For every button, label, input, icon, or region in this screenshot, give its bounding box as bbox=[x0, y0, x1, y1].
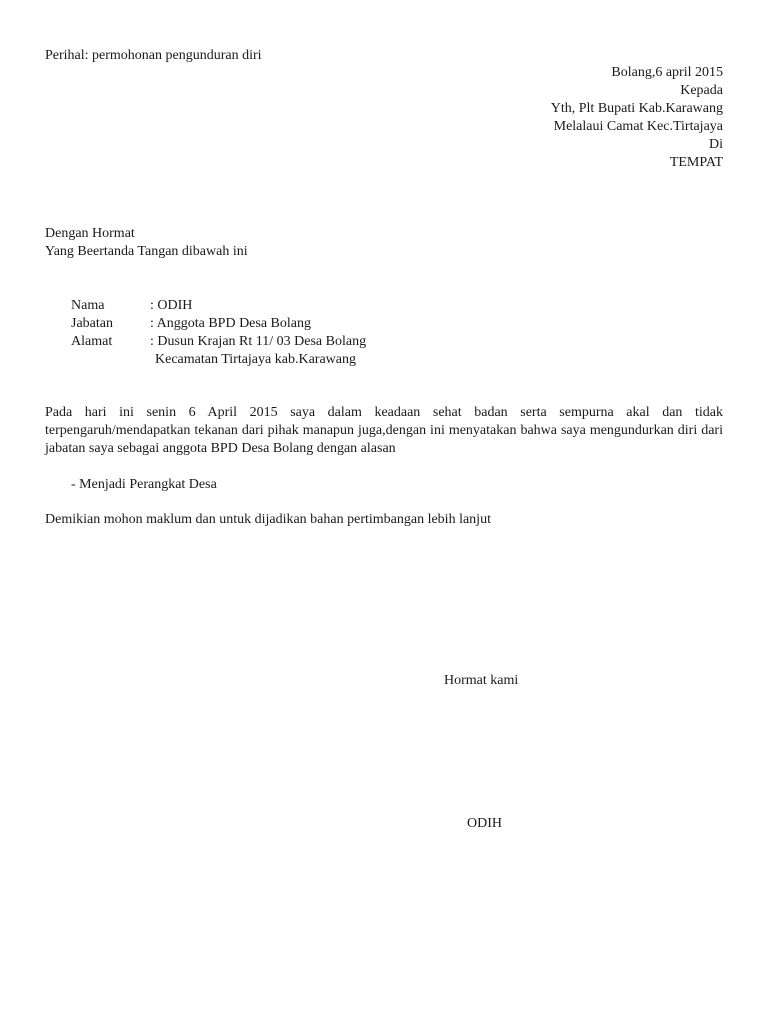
recipient-line-1: Yth, Plt Bupati Kab.Karawang bbox=[550, 101, 723, 116]
alamat-value-line-2: Kecamatan Tirtajaya kab.Karawang bbox=[155, 352, 356, 367]
recipient-line-4: TEMPAT bbox=[669, 155, 723, 170]
recipient-kepada: Kepada bbox=[680, 83, 723, 98]
nama-label: Nama bbox=[71, 298, 105, 313]
greeting-line-1: Dengan Hormat bbox=[45, 226, 135, 241]
date-place: Bolang,6 april 2015 bbox=[611, 65, 723, 80]
alamat-value-line-1: : Dusun Krajan Rt 11/ 03 Desa Bolang bbox=[150, 334, 367, 349]
recipient-line-2: Melalaui Camat Kec.Tirtajaya bbox=[553, 119, 723, 134]
greeting-line-2: Yang Beertanda Tangan dibawah ini bbox=[45, 244, 248, 259]
jabatan-label: Jabatan bbox=[71, 316, 113, 331]
jabatan-value: : Anggota BPD Desa Bolang bbox=[150, 316, 311, 331]
alamat-label: Alamat bbox=[71, 334, 113, 349]
body-paragraph: Pada hari ini senin 6 April 2015 saya dalam keadaan sehat badan serta sempurna akal dan tidak terpengaruh/mendapatkan tekanan dari pihak manapun juga,dengan ini menyatakan bahwa saya mengundurkan diri dari jabatan saya sebagai anggota BPD Desa Bolang dengan alasan bbox=[45, 405, 723, 456]
recipient-line-3: Di bbox=[709, 137, 723, 152]
signature-salutation: Hormat kami bbox=[444, 673, 519, 688]
letter-subject: Perihal: permohonan pengunduran diri bbox=[45, 48, 262, 63]
closing-sentence: Demikian mohon maklum dan untuk dijadikan bahan pertimbangan lebih lanjut bbox=[45, 512, 491, 527]
signer-name: ODIH bbox=[467, 816, 502, 831]
reason-bullet: - Menjadi Perangkat Desa bbox=[71, 477, 217, 492]
nama-value: : ODIH bbox=[150, 298, 193, 313]
